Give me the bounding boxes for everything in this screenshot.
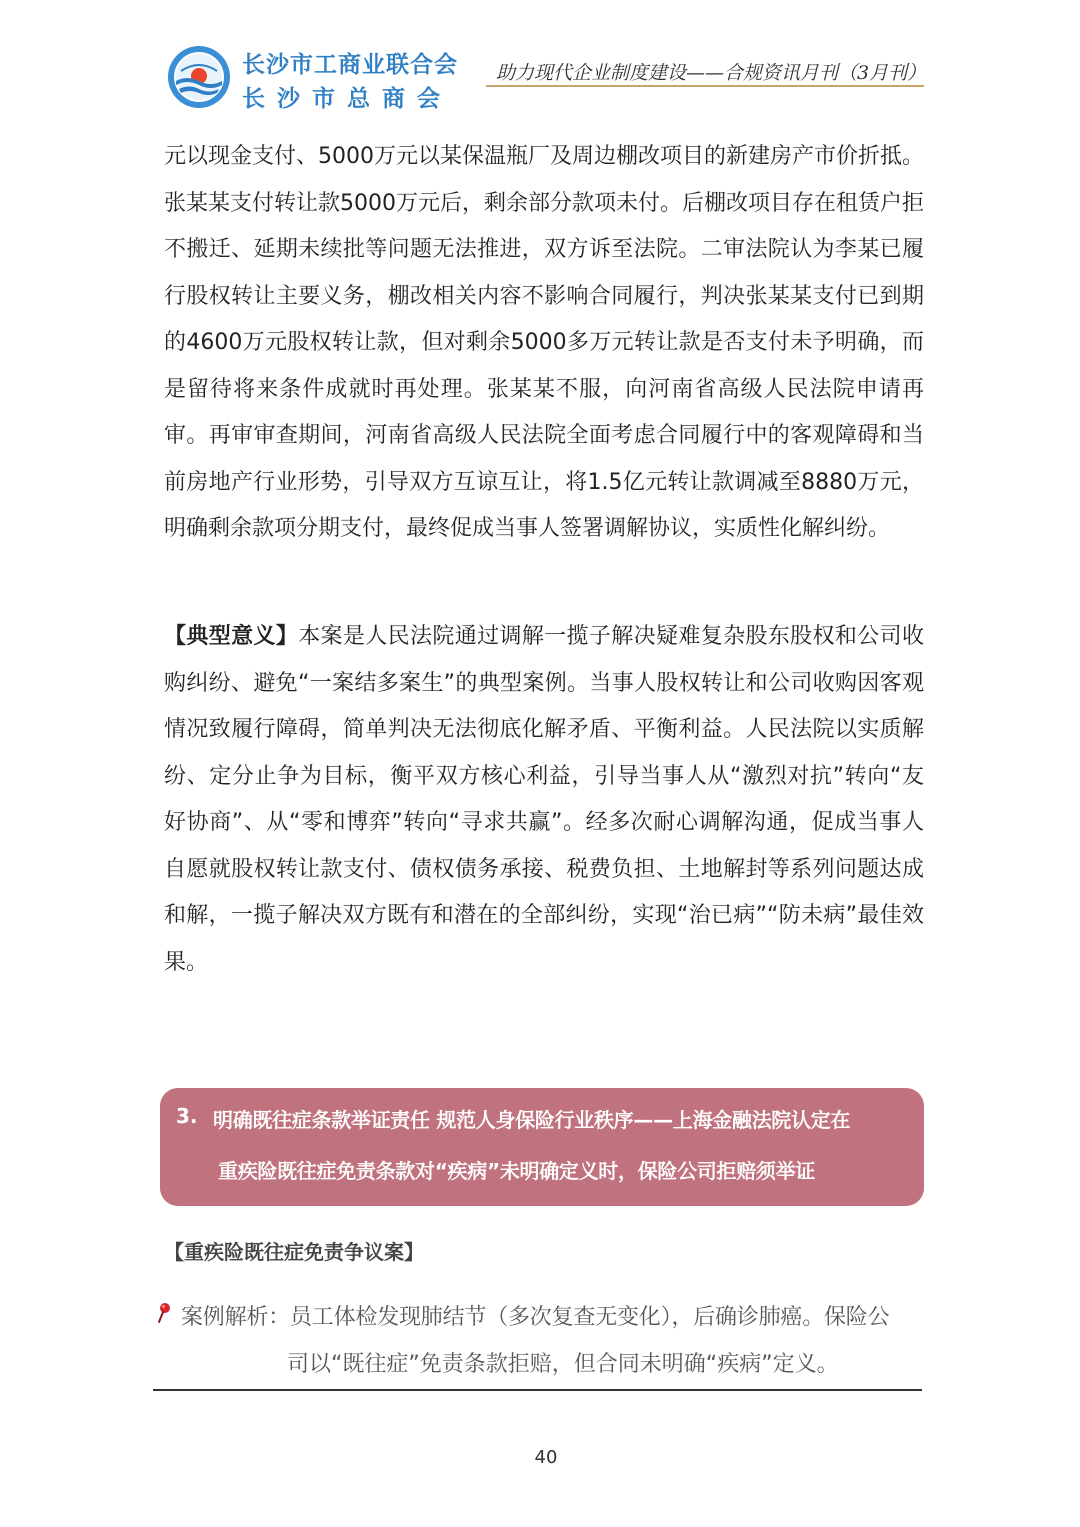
footer-divider: [153, 1389, 922, 1391]
page-number: 40: [534, 1447, 558, 1468]
org-name-primary: 长沙市工商业联合会: [242, 52, 458, 78]
chamber-of-commerce-logo: [167, 45, 231, 109]
section-number: 3.: [176, 1104, 198, 1128]
section-title-line2: 重疾险既往症免责条款对“疾病”未明确定义时，保险公司拒赔须举证: [218, 1159, 815, 1183]
journal-title: 助力现代企业制度建设——合规资讯月刊（3月刊）: [496, 62, 927, 84]
case-heading: 【重疾险既往症免责争议案】: [164, 1240, 424, 1264]
section-title-line1: 明确既往症条款举证责任 规范人身保险行业秩序——上海金融法院认定在: [213, 1108, 851, 1132]
page-header: [0, 0, 1080, 120]
significance-label: 【典型意义】: [164, 624, 299, 649]
significance-text: 本案是人民法院通过调解一揽子解决疑难复杂股东股权和公司收购纠纷、避免“一案结多案生”的典型案例。当事人股权转让和公司收购因客观情况致履行障碍，简单判决无法彻底化解矛盾、平衡利益。人民法院以实质解纷、定分止争为目标，衡平双方核心利益，引导当事人从“激烈对抗”转向“友好协商”、从“零和博弈”转向“寻求共赢”。经多次耐心调解沟通，促成当事人自愿就股权转让款支付、债权债务承接、税费负担、土地解封等系列问题达成和解，一揽子解决双方既有和潜在的全部纠纷，实现“治已病”“防未病”最佳效果。: [164, 624, 924, 975]
pushpin-icon: [156, 1302, 172, 1324]
header-divider: [486, 85, 924, 87]
case-analysis-line1: 案例解析：员工体检发现肺结节（多次复查无变化），后确诊肺癌。保险公: [181, 1305, 890, 1330]
org-name-secondary: 长沙市总商会: [242, 86, 452, 112]
significance-paragraph: [164, 614, 924, 986]
case-narrative-paragraph: 元以现金支付、5000万元以某保温瓶厂及周边棚改项目的新建房产市价折抵。张某某支付转让款5000万元后，剩余部分款项未付。后棚改项目存在租赁户拒不搬迁、延期未续批等问题无法推进，双方诉至法院。二审法院认为李某已履行股权转让主要义务，棚改相关内容不影响合同履行，判决张某某支付已到期的4600万元股权转让款，但对剩余5000多万元转让款是否支付未予明确，而是留待将来条件成就时再处理。张某某不服，向河南省高级人民法院申请再审。再审审查期间，河南省高级人民法院全面考虑合同履行中的客观障碍和当前房地产行业形势，引导双方互谅互让，将1.5亿元转让款调减至8880万元，明确剩余款项分期支付，最终促成当事人签署调解协议，实质性化解纠纷。: [164, 144, 924, 541]
case-analysis-line2: 司以“既往症”免责条款拒赔，但合同未明确“疾病”定义。: [287, 1352, 839, 1377]
